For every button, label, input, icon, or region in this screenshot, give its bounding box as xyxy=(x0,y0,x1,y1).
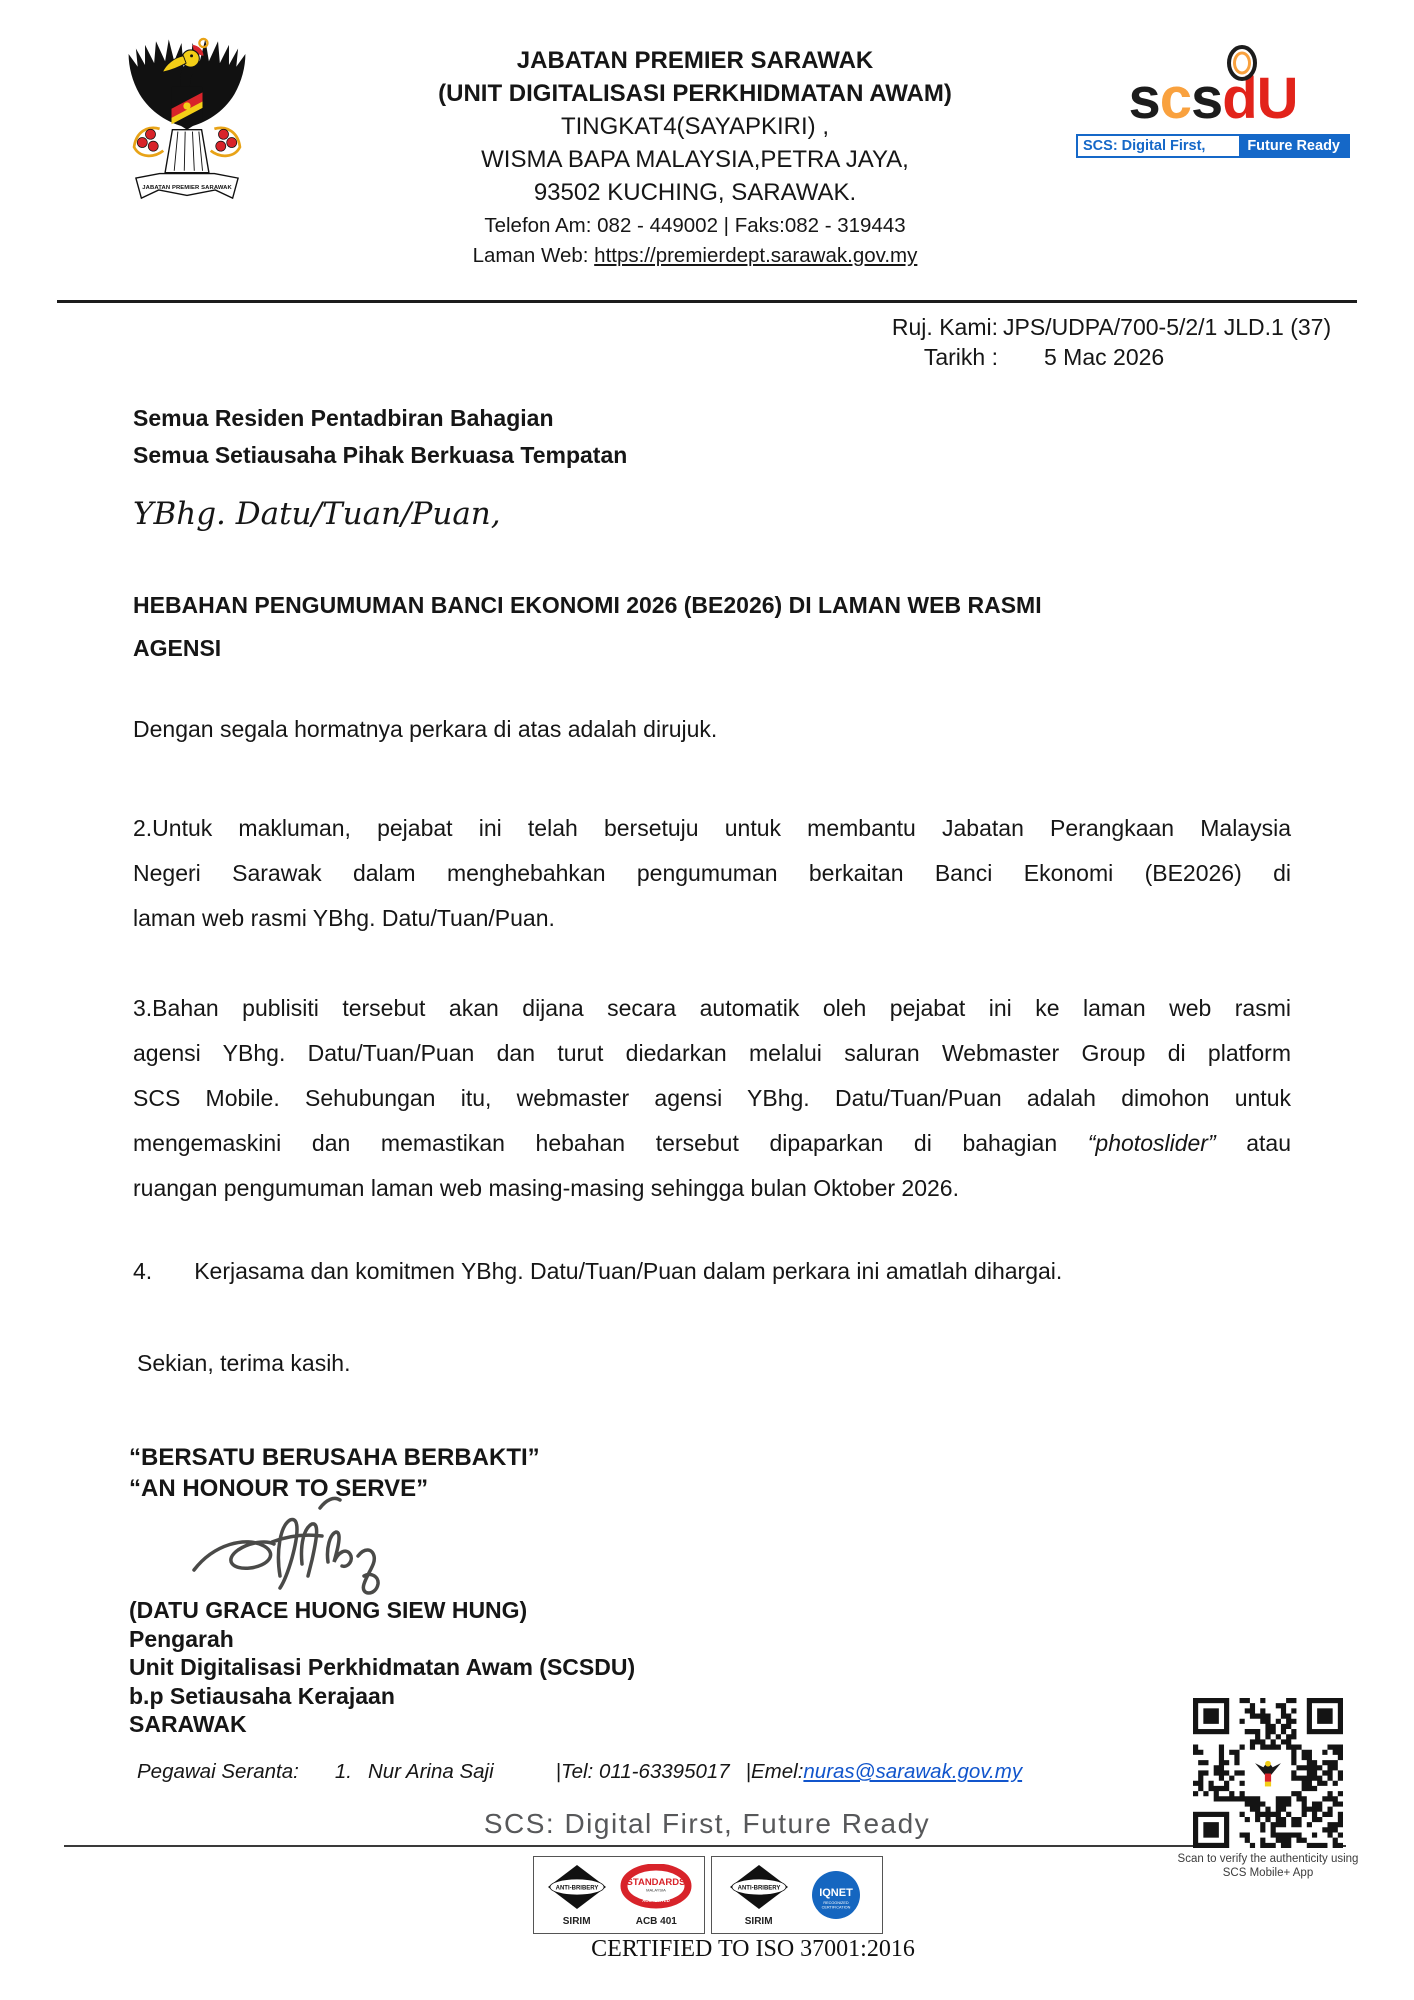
paragraph-3-line-4 xyxy=(133,1121,1291,1166)
footer-slogan: SCS: Digital First, Future Ready xyxy=(483,1808,931,1839)
motto-line-2: “AN HONOUR TO SERVE” xyxy=(129,1475,429,1502)
sirim-label-2: SIRIM xyxy=(744,1915,773,1927)
standards-malaysia-mark xyxy=(619,1864,693,1927)
sirim-anti-bribery-mark-2 xyxy=(727,1864,791,1927)
qr-caption-line-1: Scan to verify the authenticity using xyxy=(1177,1853,1359,1865)
signatory-state: SARAWAK xyxy=(129,1711,247,1737)
signatory-block xyxy=(129,1596,635,1739)
svg-text:IQNET: IQNET xyxy=(819,1886,854,1899)
sirim-diamond-icon xyxy=(545,1864,609,1910)
recipient-line-2: Semua Setiausaha Pihak Berkuasa Tempatan xyxy=(133,442,628,468)
paragraph-3-line-5: ruangan pengumuman laman web masing-masing sehingga bulan Oktober 2026. xyxy=(133,1175,959,1201)
tagline-left: SCS: Digital First, xyxy=(1078,136,1239,156)
sarawak-coat-of-arms xyxy=(114,34,260,220)
svg-text:STANDARDS: STANDARDS xyxy=(626,1876,686,1888)
paragraph-2-line-3: laman web rasmi YBhg. Datu/Tuan/Puan. xyxy=(133,905,555,931)
paragraph-2 xyxy=(133,806,1291,941)
sirim-diamond-icon-2 xyxy=(727,1864,791,1910)
iso-certification-text: CERTIFIED TO ISO 37001:2016 xyxy=(591,1936,915,1962)
website-label: Laman Web: xyxy=(472,243,595,267)
subject-line xyxy=(133,584,1293,670)
logo-letter-c: c xyxy=(1159,66,1191,131)
standards-malaysia-icon xyxy=(619,1864,693,1910)
salutation: YBhg. Datu/Tuan/Puan, xyxy=(133,496,501,532)
scsdu-logo xyxy=(1076,66,1350,158)
qr-center-crest xyxy=(1249,1754,1287,1792)
sirim-anti-bribery-mark xyxy=(545,1864,609,1927)
ref-number: JPS/UDPA/700-5/2/1 JLD.1 (37) xyxy=(1003,314,1332,340)
sirim-iqnet-badge xyxy=(711,1856,883,1934)
paragraph-4-text: Kerjasama dan komitmen YBhg. Datu/Tuan/Puan dalam perkara ini amatlah dihargai. xyxy=(194,1258,1063,1284)
line-4-post: atau xyxy=(1246,1130,1292,1156)
paragraph-4-number: 4. xyxy=(133,1258,153,1284)
paragraph-2-line-1: 2.Untuk makluman, pejabat ini telah bersetuju untuk membantu Jabatan Perangkaan Malaysia xyxy=(133,815,1291,841)
phone-fax-line: Telefon Am: 082 - 449002 | Faks:082 - 319443 xyxy=(484,213,906,237)
signatory-on-behalf: b.p Setiausaha Kerajaan xyxy=(129,1682,395,1709)
paragraph-2-line-2: Negeri Sarawak dalam menghebahkan pengumuman berkaitan Banci Ekonomi (BE2026) di xyxy=(133,860,1291,886)
svg-text:ANTI-BRIBERY: ANTI-BRIBERY xyxy=(737,1884,781,1891)
subject-text-1: HEBAHAN PENGUMUMAN BANCI EKONOMI 2026 (BE2026) DI LAMAN WEB RASMI xyxy=(133,592,1042,618)
address-line-2: WISMA BAPA MALAYSIA,PETRA JAYA, xyxy=(481,146,909,174)
sirim-label: SIRIM xyxy=(562,1915,591,1927)
subject-text-2: AGENSI xyxy=(133,635,222,661)
scsdu-tagline-banner xyxy=(1076,134,1350,158)
address-line-1: TINGKAT4(SAYAPKIRI) , xyxy=(560,113,830,141)
logo-letter-s1: s xyxy=(1128,66,1160,131)
contact-name: Nur Arina Saji xyxy=(367,1760,494,1783)
department-name: JABATAN PREMIER SARAWAK xyxy=(516,47,874,74)
tagline-right: Future Ready xyxy=(1239,136,1348,156)
paragraph-3-line-3: SCS Mobile. Sehubungan itu, webmaster agensi YBhg. Datu/Tuan/Puan adalah dimohon untuk xyxy=(133,1085,1291,1111)
paragraph-3 xyxy=(133,986,1291,1211)
letterhead xyxy=(300,44,1090,270)
signatory-name: (DATU GRACE HUONG SIEW HUNG) xyxy=(129,1597,528,1623)
paragraph-3-line-1: 3.Bahan publisiti tersebut akan dijana secara automatik oleh pejabat ini ke laman web rasmi xyxy=(133,995,1291,1021)
acb-label: ACB 401 xyxy=(635,1915,677,1927)
svg-text:ANTI-BRIBERY: ANTI-BRIBERY xyxy=(555,1884,599,1891)
website-line xyxy=(300,242,1090,270)
contact-tel: |Tel: 011-63395017 xyxy=(555,1760,730,1783)
ref-label: Ruj. Kami: xyxy=(891,314,998,340)
recipient-line-1: Semua Residen Pentadbiran Bahagian xyxy=(133,405,554,431)
paragraph-3-line-2: agensi YBhg. Datu/Tuan/Puan dan turut diedarkan melalui saluran Webmaster Group di platform xyxy=(133,1040,1291,1066)
photoslider-term: “photoslider” xyxy=(1087,1130,1216,1156)
lightbulb-icon xyxy=(1224,44,1260,86)
unit-name: (UNIT DIGITALISASI PERKHIDMATAN AWAM) xyxy=(438,80,952,108)
date-value: 5 Mac 2026 xyxy=(1044,344,1165,370)
svg-text:MALAYSIA: MALAYSIA xyxy=(646,1887,667,1892)
motto-line-1: “BERSATU BERUSAHA BERBAKTI” xyxy=(129,1444,540,1471)
closing-line: Sekian, terima kasih. xyxy=(137,1350,351,1376)
contact-email-label: |Emel: xyxy=(745,1760,804,1783)
certification-badges xyxy=(533,1856,883,1934)
qr-code xyxy=(1193,1698,1343,1848)
iqnet-icon xyxy=(805,1862,867,1924)
crest-ribbon-text: JABATAN PREMIER SARAWAK xyxy=(142,185,232,192)
recipients xyxy=(133,400,627,474)
qr-block xyxy=(1158,1698,1378,1880)
line-4-pre: mengemaskini dan memastikan hebahan tersebut dipaparkan di bahagian xyxy=(133,1130,1058,1156)
date-label: Tarikh : xyxy=(923,344,998,370)
svg-text:ACCREDITED: ACCREDITED xyxy=(642,1897,671,1903)
qr-caption xyxy=(1158,1852,1378,1880)
contact-label: Pegawai Seranta: xyxy=(137,1760,299,1783)
logo-letter-d: d xyxy=(1222,66,1257,131)
logo-letter-u: U xyxy=(1256,66,1298,131)
scsdu-wordmark xyxy=(1076,66,1350,132)
svg-text:CERTIFICATION: CERTIFICATION xyxy=(821,1905,851,1909)
reference-block xyxy=(860,312,1331,372)
contact-officer-line xyxy=(137,1760,1022,1784)
contact-number: 1. xyxy=(334,1760,352,1783)
signatory-title: Pengarah xyxy=(129,1625,234,1652)
paragraph-4 xyxy=(133,1258,1062,1285)
paragraph-1: Dengan segala hormatnya perkara di atas adalah dirujuk. xyxy=(133,716,718,742)
logo-letter-s2: s xyxy=(1190,66,1223,131)
svg-text:RECOGNIZED: RECOGNIZED xyxy=(823,1900,849,1905)
handwritten-signature xyxy=(180,1492,440,1597)
iqnet-mark xyxy=(805,1862,867,1929)
sirim-standards-badge xyxy=(533,1856,705,1934)
address-line-3: 93502 KUCHING, SARAWAK. xyxy=(533,179,857,207)
footer-divider xyxy=(64,1845,1346,1847)
qr-caption-line-2: SCS Mobile+ App xyxy=(1222,1867,1314,1879)
header-divider xyxy=(57,300,1357,303)
signatory-unit: Unit Digitalisasi Perkhidmatan Awam (SCSDU) xyxy=(129,1654,636,1680)
contact-email-link[interactable]: nuras@sarawak.gov.my xyxy=(803,1760,1023,1783)
website-link[interactable]: https://premierdept.sarawak.gov.my xyxy=(594,243,918,267)
